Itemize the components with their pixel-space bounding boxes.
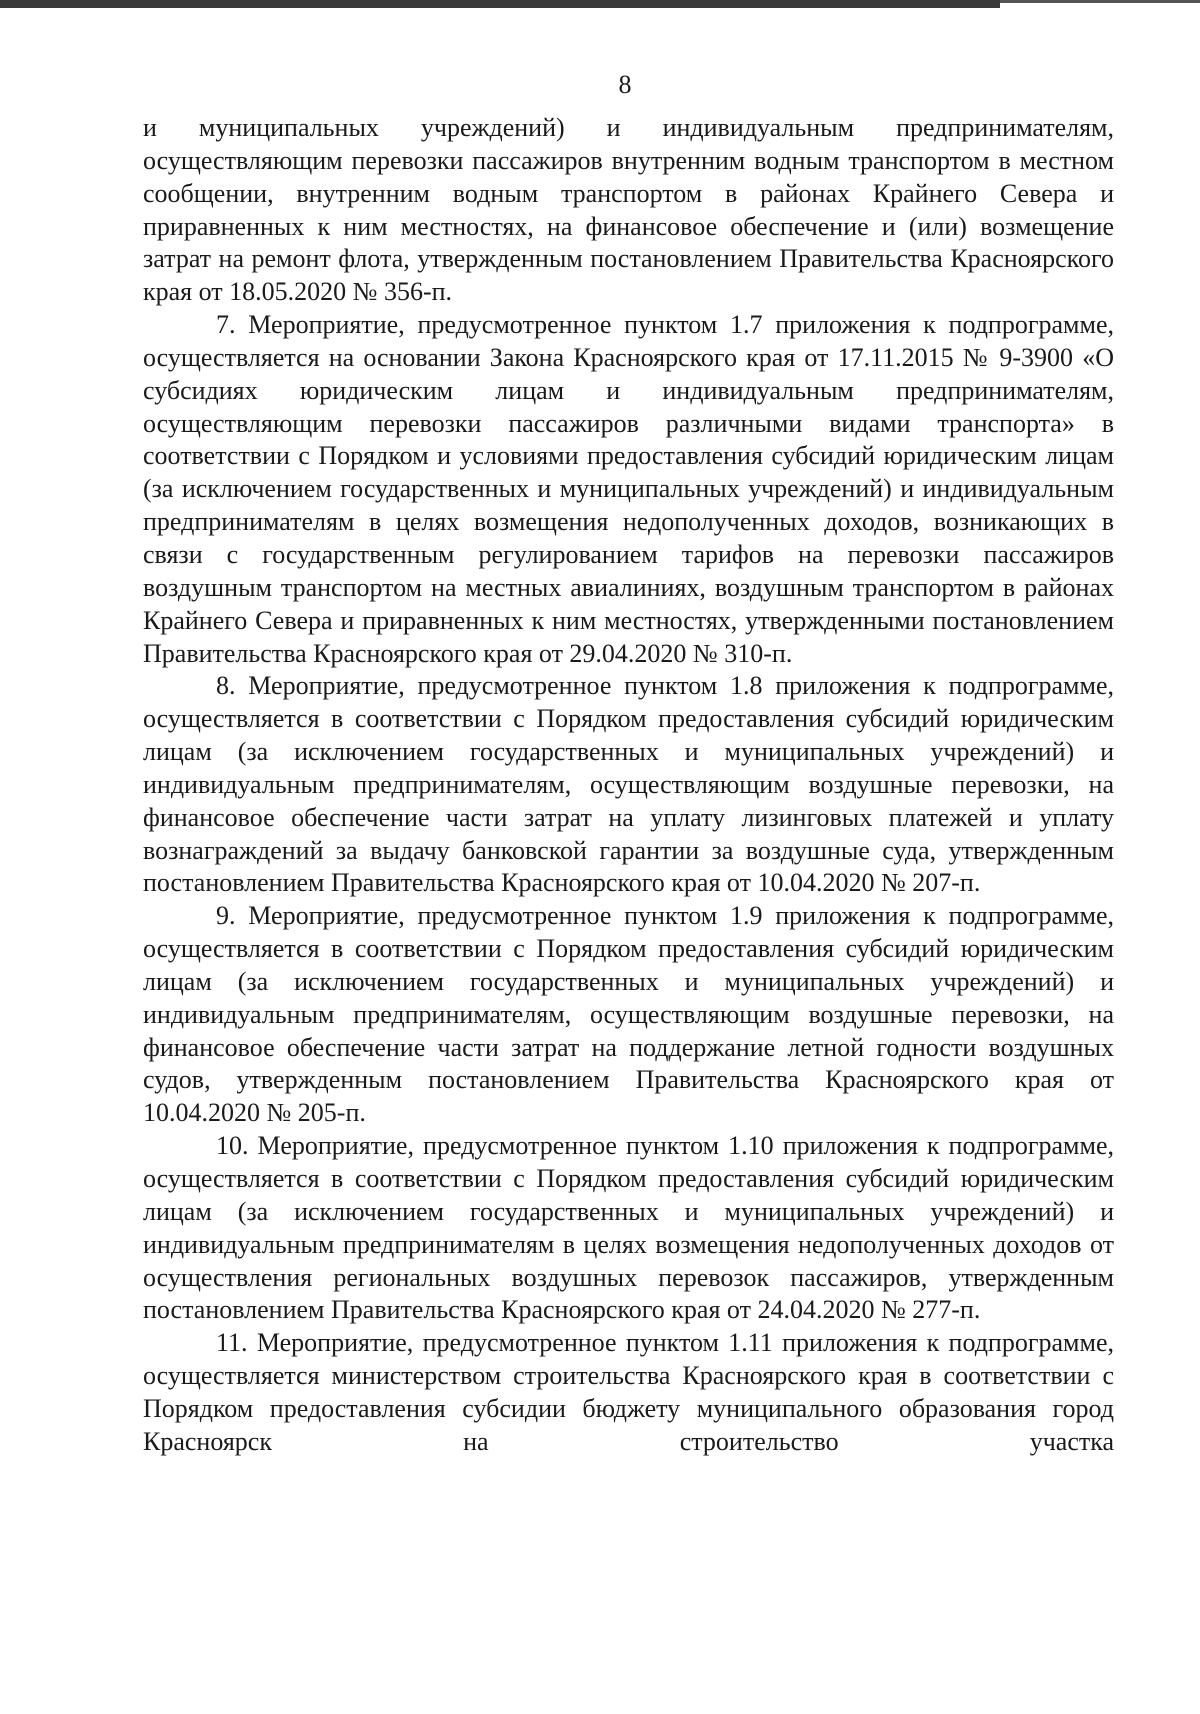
paragraph-item-8: 8. Мероприятие, предусмотренное пунктом 1.8 приложения к подпрограмме, осуществляется в соответствии с Порядком предоставления субсидий юридическим лицам (за исключением государственных и муниципальных учреждений) и индивидуальным предпринимателям, осуществляющим воздушные перевозки, на финансовое обеспечение части затрат на уплату лизинговых платежей и уплату вознаграждений за выдачу банковской гарантии за воздушные суда, утвержденным постановлением Правительства Красноярского края от 10.04.2020 № 207-п. — [143, 671, 1114, 898]
paragraph-item-10: 10. Мероприятие, предусмотренное пунктом 1.10 приложения к подпрограмме, осуществляется в соответствии с Порядком предоставления субсидий юридическим лицам (за исключением государственных и муниципальных учреждений) и индивидуальным предпринимателям в целях возмещения недополученных доходов от осуществления региональных воздушных перевозок пассажиров, утвержденным постановлением Правительства Красноярского края от 24.04.2020 № 277-п. — [143, 1131, 1114, 1325]
paragraph-item-11: 11. Мероприятие, предусмотренное пунктом 1.11 приложения к подпрограмме, осуществляется министерством строительства Красноярского края в соответствии с Порядком предоставления субсидии бюджету муниципального образования город Красноярск на строительство участка — [143, 1328, 1114, 1456]
page-number: 8 — [618, 70, 632, 99]
document-body — [143, 112, 1114, 1459]
scan-top-edge — [0, 0, 1000, 8]
paragraph-item-9: 9. Мероприятие, предусмотренное пунктом 1.9 приложения к подпрограмме, осуществляется в соответствии с Порядком предоставления субсидий юридическим лицам (за исключением государственных и муниципальных учреждений) и индивидуальным предпринимателям, осуществляющим воздушные перевозки, на финансовое обеспечение части затрат на поддержание летной годности воздушных судов, утвержденным постановлением Правительства Красноярского края от 10.04.2020 № 205-п. — [143, 901, 1114, 1128]
scan-top-edge-right — [1000, 0, 1200, 3]
paragraph-item-7: 7. Мероприятие, предусмотренное пунктом 1.7 приложения к подпрограмме, осуществляется на основании Закона Красноярского края от 17.11.2015 № 9-3900 «О субсидиях юридическим лицам и индивидуальным предпринимателям, осуществляющим перевозки пассажиров различными видами транспорта» в соответствии с Порядком и условиями предоставления субсидий юридическим лицам (за исключением государственных и муниципальных учреждений) и индивидуальным предпринимателям в целях возмещения недополученных доходов, возникающих в связи с государственным регулированием тарифов на перевозки пассажиров воздушным транспортом на местных авиалиниях, воздушным транспортом в районах Крайнего Севера и приравненных к ним местностях, утвержденными постановлением Правительства Красноярского края от 29.04.2020 № 310-п. — [143, 310, 1114, 668]
paragraph-continuation: и муниципальных учреждений) и индивидуальным предпринимателям, осуществляющим перевозки пассажиров внутренним водным транспортом в местном сообщении, внутренним водным транспортом в районах Крайнего Севера и приравненных к ним местностях, на финансовое обеспечение и (или) возмещение затрат на ремонт флота, утвержденным постановлением Правительства Красноярского края от 18.05.2020 № 356-п. — [143, 113, 1114, 307]
